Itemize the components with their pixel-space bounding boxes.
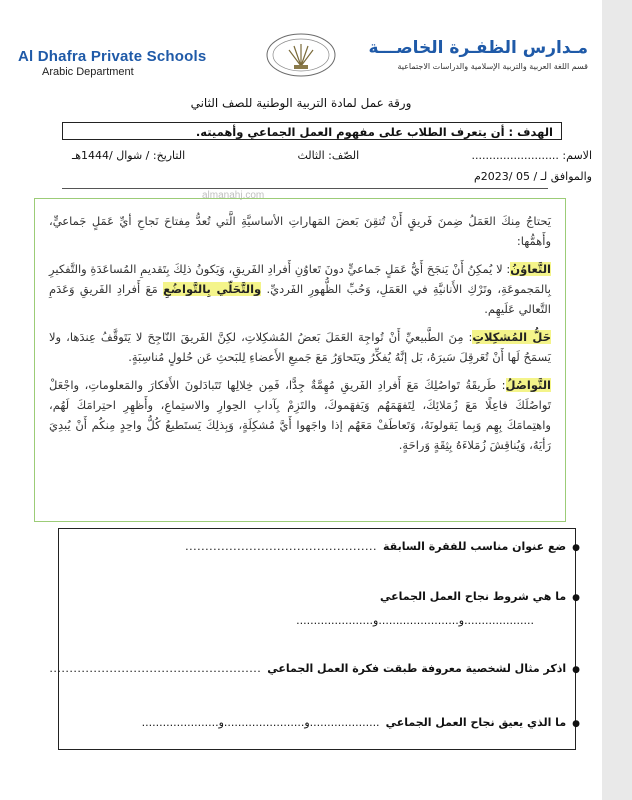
problem-solving-text: : مِنَ الطَّبيعيِّ أَنْ تُواجِهَ العَمَلَ بَعضُ المُشكِلاتِ، لكِنَّ الفَريقَ النّاجِحَ لا يَتَوقَّفُ عِندَها، ولا يَسمَحُ لَها أَنْ تُعَرقِلَ سَيرَهُ، بَل إنَّهُ يُفكِّرُ ويَتَحاوَرُ مَعَ جَميعِ الأَعضاءِ لِلبَحثِ عَن حُلولٍ مُناسِبَةٍ. [49, 330, 551, 364]
school-name-ar: مـدارس الظفـرة الخاصـــة [368, 38, 588, 58]
question-text: ما الذي يعيق نجاح العمل الجماعي [385, 716, 567, 729]
answer-line[interactable]: ....................و.......................و...................... [296, 614, 534, 627]
answer-line[interactable]: ..................................................... [49, 662, 262, 675]
reading-passage [34, 198, 566, 522]
bullet-icon: ● [572, 593, 580, 603]
communication-text: : طَريقَةُ تَواصُلِكَ مَعَ أَفرادِ الفَريقِ مُهِمَّةٌ جِدًّا، فَمِن خِلالِها تَتَبادَلونَ الأَفكارَ والمَعلوماتِ، واجْعَلْ تَواصُلَكَ فاعِلًا مَعَ زُمَلائِكَ، لِتَفهَمَهُم وَيَفهَموكَ، والتَزِمْ بِآدابِ الحِوارِ والاستِماعِ، وأَظهِرِ احتِرامَكَ لَهُم، واهتِمامَكَ بِهِم وَبِما يَقولونَهُ، وَتَعاطَفْ مَعَهُم إذا واجَهوا أَيَّ مُشكِلَةٍ، وَبِذلِكَ يَستَطيعُ كُلُّ واحِدٍ مِنكُم أَنْ يُبدِيَ رَأيَهُ، وَيُناقِشَ زُمَلاءَهُ بِثِقَةٍ وَراحَةٍ. [49, 378, 551, 452]
bullet-icon: ● [572, 543, 580, 553]
passage-paragraph-cooperation [49, 259, 551, 319]
bullet-icon: ● [572, 665, 580, 675]
cooperation-heading: التَّعاوُنُ [510, 262, 551, 276]
passage-paragraph-problem-solving [49, 327, 551, 367]
class-label: الصّف: الثالث [297, 149, 360, 162]
goal-box: الهدف : أن يتعرف الطلاب على مفهوم العمل الجماعي وأهميته. [62, 122, 562, 140]
equivalent-date: والموافق لـ / 05 /2023م [473, 170, 592, 183]
school-name-en: Al Dhafra Private Schools [18, 48, 207, 65]
bullet-icon: ● [572, 719, 580, 729]
humility-heading: والتَّحَلّي بِالتَّواضُعِ [163, 282, 262, 296]
date-field[interactable]: التاريخ: / شوال /1444هـ [72, 149, 186, 162]
divider [62, 188, 548, 189]
question-text: ضع عنوان مناسب للفقرة السابقة [382, 540, 567, 553]
page-edge-strip [602, 0, 632, 800]
communication-heading: التَّواصُلُ [505, 378, 551, 392]
cooperation-text: : لا يُمكِنُ أَنْ يَنجَحَ أَيُّ عَمَلٍ جَماعيٍّ دونَ تَعاوُنِ أَفرادِ الفَريقِ، وَيَكونُ ذلِكَ بِتَقديمِ المُساعَدَةِ والتَّفكيرِ بِالمَجموعَةِ، وتَرْكِ الأَنانيَّةِ في العَمَلِ، وَحُبِّ الظُّهورِ الفَرديِّ. [49, 262, 552, 296]
name-field[interactable]: الاسم: ......................... [471, 149, 592, 162]
problem-solving-heading: حَلُّ المُشكِلاتِ [472, 330, 551, 344]
passage-intro: يَحتاجُ مِنكَ العَمَلُ ضِمنَ فَريقٍ أَنْ تُتقِنَ بَعضَ المَهاراتِ الأساسيَّةِ الَّتي تُعدُّ مِفتاحَ نَجاحِ أيِّ عَمَلٍ جَماعيٍّ، وأَهمُّها: [49, 214, 551, 248]
question-2 [380, 590, 580, 603]
department-en: Arabic Department [42, 66, 134, 78]
question-text: ما هي شروط نجاح العمل الجماعي [379, 590, 567, 603]
question-4 [142, 716, 580, 729]
passage-paragraph-communication [49, 375, 551, 455]
watermark: almanahj.com [202, 190, 265, 201]
question-1 [185, 540, 580, 553]
student-info-row [72, 149, 592, 162]
answer-2 [296, 614, 534, 627]
department-ar: قسم اللغة العربية والتربية الإسلامية والدراسات الاجتماعية [397, 62, 588, 71]
humility-text: مَعَ أَفرادِ الفَريقِ وَعَدَمِ التَّعالي عَلَيهِم. [49, 282, 551, 316]
worksheet-title: ورقة عمل لمادة التربية الوطنية للصف الثاني [190, 96, 412, 110]
answer-line[interactable]: ................................................ [185, 540, 377, 553]
question-text: اذكر مثال لشخصية معروفة طبقت فكرة العمل الجماعي [267, 662, 567, 675]
answer-line[interactable]: ....................و.......................و...................... [141, 716, 380, 729]
school-logo [264, 32, 338, 78]
question-3 [49, 662, 580, 675]
